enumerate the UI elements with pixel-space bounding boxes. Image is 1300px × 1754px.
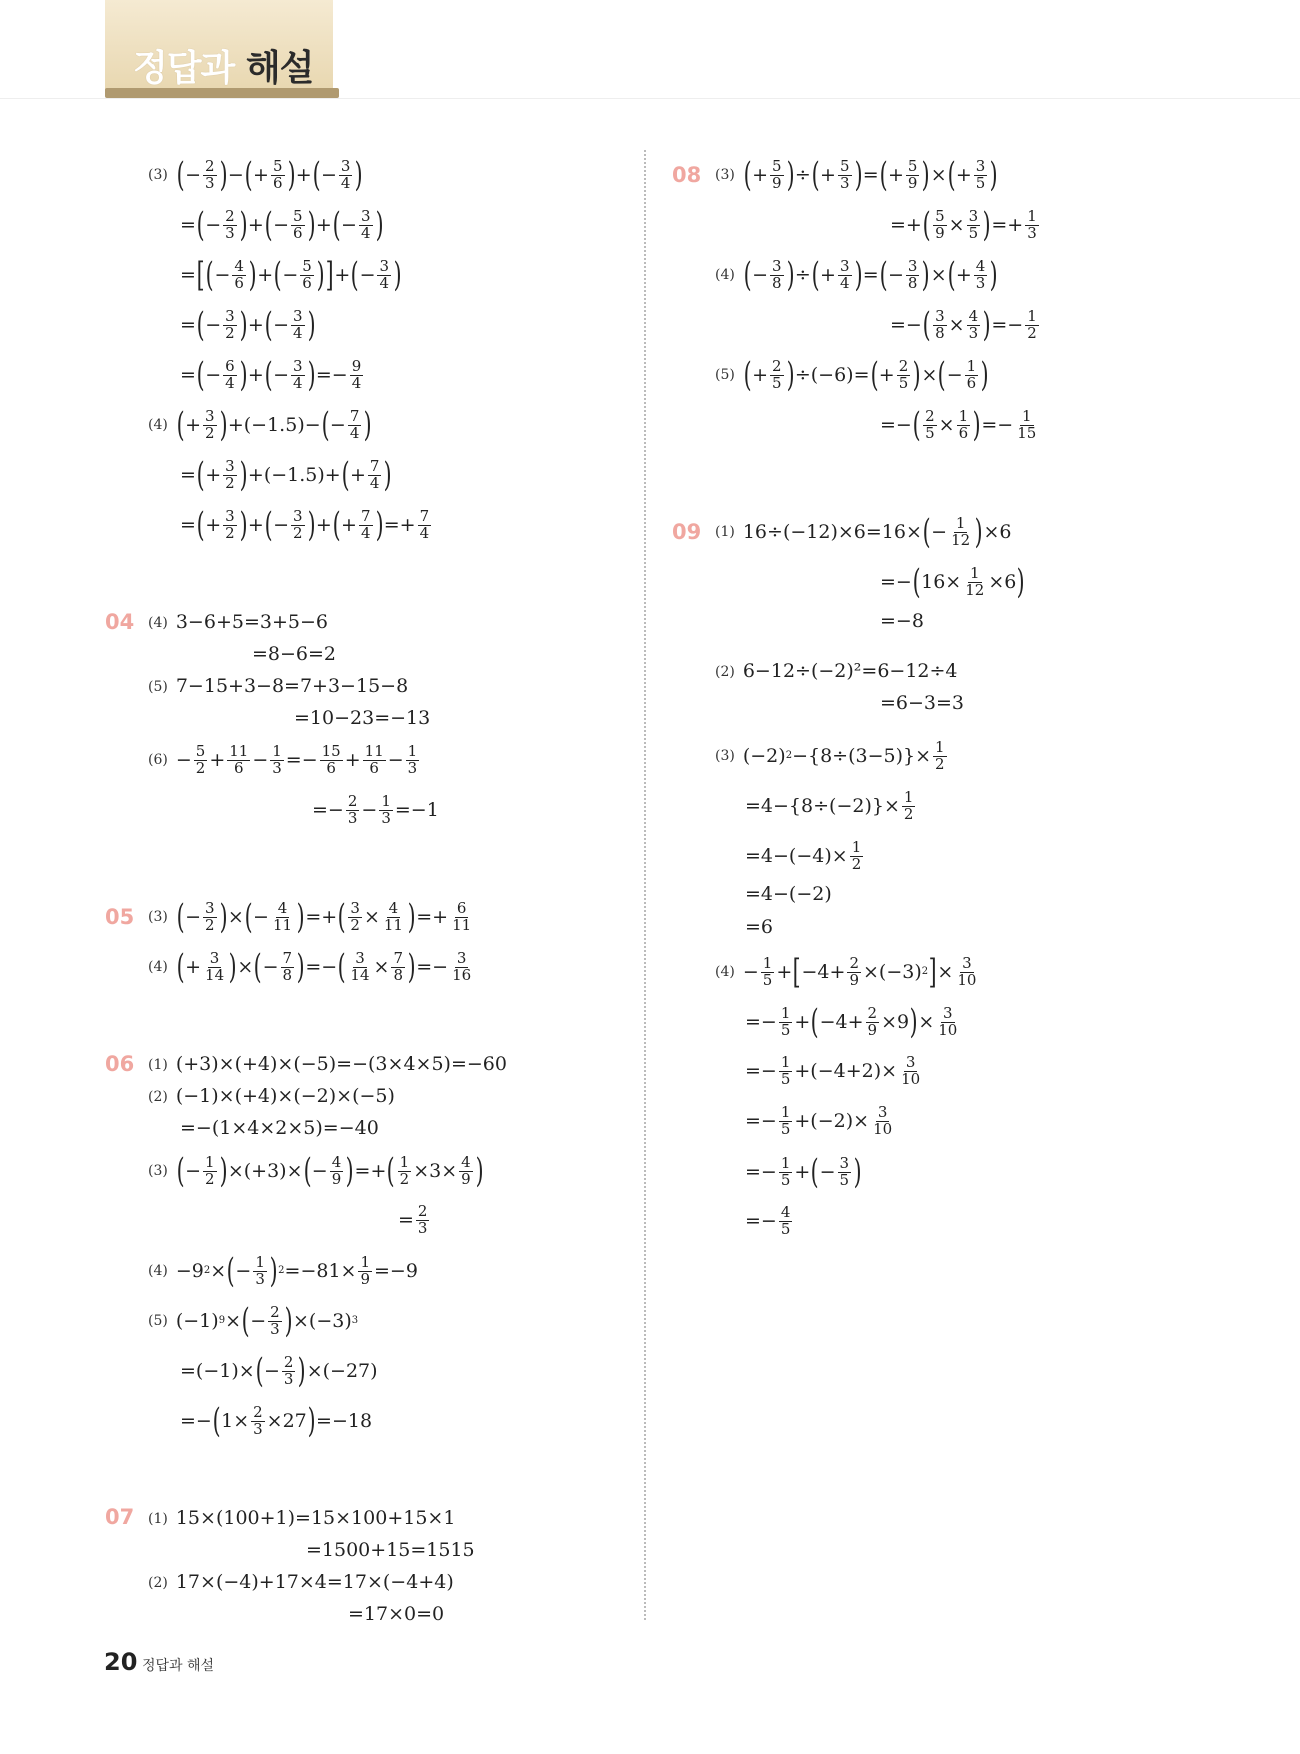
item-label: (4) — [715, 267, 735, 283]
math-line — [880, 612, 924, 631]
problem-number: 04 — [105, 610, 135, 634]
math-line: =4−{8÷(−2)}× 1 2 — [745, 788, 914, 823]
math-line: (1) 16÷(−12)×6=16× ( − 1 12 ) ×6 — [715, 512, 1012, 552]
math-text: =1500+15=1515 — [306, 1539, 475, 1561]
math-line — [180, 1119, 379, 1138]
math-line: = ( − 2 3 ) + ( − 5 6 ) + ( − 3 4 ) — [180, 205, 384, 245]
item-label: (3) — [148, 167, 168, 183]
math-line: =− 4 5 — [745, 1203, 791, 1238]
math-line — [148, 613, 328, 632]
math-line: (3) ( − 2 3 ) − ( + 5 6 ) + ( − 3 4 ) — [148, 155, 364, 195]
page-title — [133, 40, 313, 91]
math-line: (3) ( − 1 2 ) ×(+3)× ( − 4 9 ) =+ ( 1 2 ×3× 4 9 ) — [148, 1151, 484, 1191]
math-text: =−8 — [880, 610, 924, 632]
math-line: = ( − 6 4 ) + ( − 3 4 ) =− 9 4 — [180, 355, 362, 395]
math-line: = ( + 3 2 ) + ( − 3 2 ) + ( + 7 4 ) =+ 7 4 — [180, 505, 430, 545]
math-line — [715, 662, 958, 681]
math-line: =− ( 2 5 × 1 6 ) =− 1 15 — [880, 405, 1037, 445]
math-text: 15×(100+1)=15×100+15×1 — [175, 1507, 456, 1529]
math-text: 17×(−4)+17×4=17×(−4+4) — [175, 1571, 454, 1593]
item-label: (1) — [715, 524, 735, 540]
math-line: = ( − 3 2 ) + ( − 3 4 ) — [180, 305, 316, 345]
math-text: (+3)×(+4)×(−5)=−(3×4×5)=−60 — [175, 1053, 507, 1075]
math-text: 6−12÷(−2)²=6−12÷4 — [742, 660, 958, 682]
math-line: =− 2 3 − 1 3 =−1 — [312, 792, 439, 827]
math-line: (4) ( + 3 2 ) +(−1.5)− ( − 7 4 ) — [148, 405, 373, 445]
math-line — [294, 709, 430, 728]
math-line — [148, 1573, 454, 1592]
math-line: (4) −9 2 × ( − 1 3 ) 2 =−81× 1 9 =−9 — [148, 1251, 418, 1291]
math-text: =17×0=0 — [348, 1603, 445, 1625]
math-line: =+ ( 5 9 × 3 5 ) =+ 1 3 — [890, 205, 1037, 245]
math-text: 3−6+5=3+5−6 — [175, 611, 328, 633]
math-line — [745, 918, 773, 937]
math-line — [306, 1541, 475, 1560]
math-text: =8−6=2 — [252, 643, 337, 665]
title-part1: 정답과 — [133, 48, 235, 89]
item-label: (3) — [148, 1163, 168, 1179]
math-text: =10−23=−13 — [294, 707, 431, 729]
page-number: 20 — [104, 1648, 138, 1676]
problem-number: 05 — [105, 905, 135, 929]
item-label: (2) — [715, 663, 735, 680]
item-label: (2) — [148, 1088, 168, 1105]
math-line: = [ ( − 4 6 ) + ( − 5 6 ) ] + ( − 3 4 ) — [180, 255, 402, 295]
item-label: (4) — [148, 1263, 168, 1279]
math-line: (4) ( + 3 14 ) × ( − 7 8 ) =− ( 3 14 × 7 8 ) =− 3 16 — [148, 947, 472, 987]
math-line: =− 1 5 +(−2)× 3 10 — [745, 1103, 893, 1138]
math-line: =(−1)× ( − 2 3 ) ×(−27) — [180, 1351, 378, 1391]
problem-number: 08 — [672, 163, 702, 187]
item-label: (4) — [148, 959, 168, 975]
item-label: (4) — [148, 417, 168, 433]
math-line — [880, 694, 964, 713]
math-text: =−(1×4×2×5)=−40 — [180, 1117, 379, 1139]
math-line: =− 1 5 + ( − 3 5 ) — [745, 1152, 862, 1192]
math-line: =− ( 3 8 × 4 3 ) =− 1 2 — [890, 305, 1037, 345]
math-line: (3) (−2) 2 −{8÷(3−5)}× 1 2 — [715, 738, 945, 773]
math-line: =− 1 5 +(−4+2)× 3 10 — [745, 1053, 921, 1088]
item-label: (5) — [148, 678, 168, 695]
problem-number: 06 — [105, 1052, 135, 1076]
math-line: (4) ( − 3 8 ) ÷ ( + 3 4 ) = ( − 3 8 ) × ( + 4 3 ) — [715, 255, 998, 295]
problem-number: 09 — [672, 520, 702, 544]
math-line: (6) − 5 2 + 11 6 − 1 3 =− 15 6 + 11 6 − 1 3 — [148, 742, 418, 777]
math-line — [148, 1087, 395, 1106]
column-divider — [644, 150, 646, 1620]
item-label: (5) — [715, 367, 735, 383]
math-line: (4) − 1 5 + [ −4+ 2 9 ×(−3) 2 ] × 3 10 — [715, 952, 977, 992]
math-text: =6−3=3 — [880, 692, 965, 714]
math-line — [745, 885, 832, 904]
math-line: (3) ( − 3 2 ) × ( − 4 11 ) =+ ( 3 2 × 4 11 ) =+ 6 11 — [148, 897, 472, 937]
item-label: (4) — [715, 964, 735, 980]
item-label: (1) — [148, 1056, 168, 1073]
math-text: =6 — [745, 916, 774, 938]
title-part2: 해설 — [245, 48, 314, 89]
footer-label: 정답과 해설 — [142, 1658, 215, 1674]
item-label: (3) — [715, 167, 735, 183]
math-line: (3) ( + 5 9 ) ÷ ( + 5 3 ) = ( + 5 9 ) × ( + 3 5 ) — [715, 155, 998, 195]
math-line: = ( + 3 2 ) +(−1.5)+ ( + 7 4 ) — [180, 455, 393, 495]
math-text: (−1)×(+4)×(−2)×(−5) — [175, 1085, 395, 1107]
header-tab — [105, 0, 333, 92]
header-rule — [0, 98, 1300, 99]
math-line — [148, 1055, 507, 1074]
math-line — [148, 677, 408, 696]
problem-number: 07 — [105, 1505, 135, 1529]
item-label: (5) — [148, 1313, 168, 1329]
math-line: (5) ( + 2 5 ) ÷(−6)= ( + 2 5 ) × ( − 1 6 ) — [715, 355, 989, 395]
math-line — [252, 645, 336, 664]
math-line — [348, 1605, 444, 1624]
item-label: (3) — [148, 909, 168, 925]
item-label: (2) — [148, 1574, 168, 1591]
item-label: (3) — [715, 748, 735, 765]
math-line: =− ( 1× 2 3 ×27 ) =−18 — [180, 1401, 373, 1441]
math-line: =− ( 16× 1 12 ×6 ) — [880, 562, 1025, 602]
math-text: 7−15+3−8=7+3−15−8 — [175, 675, 409, 697]
math-line: =− 1 5 + ( −4+ 2 9 ×9 ) × 3 10 — [745, 1002, 958, 1042]
math-line — [148, 1509, 455, 1528]
math-line: =4−(−4)× 1 2 — [745, 838, 862, 873]
math-text: =4−(−2) — [745, 883, 832, 905]
item-label: (6) — [148, 752, 168, 769]
math-line: (5) (−1) 9 × ( − 2 3 ) ×(−3) 3 — [148, 1301, 359, 1341]
item-label: (4) — [148, 614, 168, 631]
item-label: (1) — [148, 1510, 168, 1527]
math-line: = 2 3 — [398, 1202, 428, 1237]
